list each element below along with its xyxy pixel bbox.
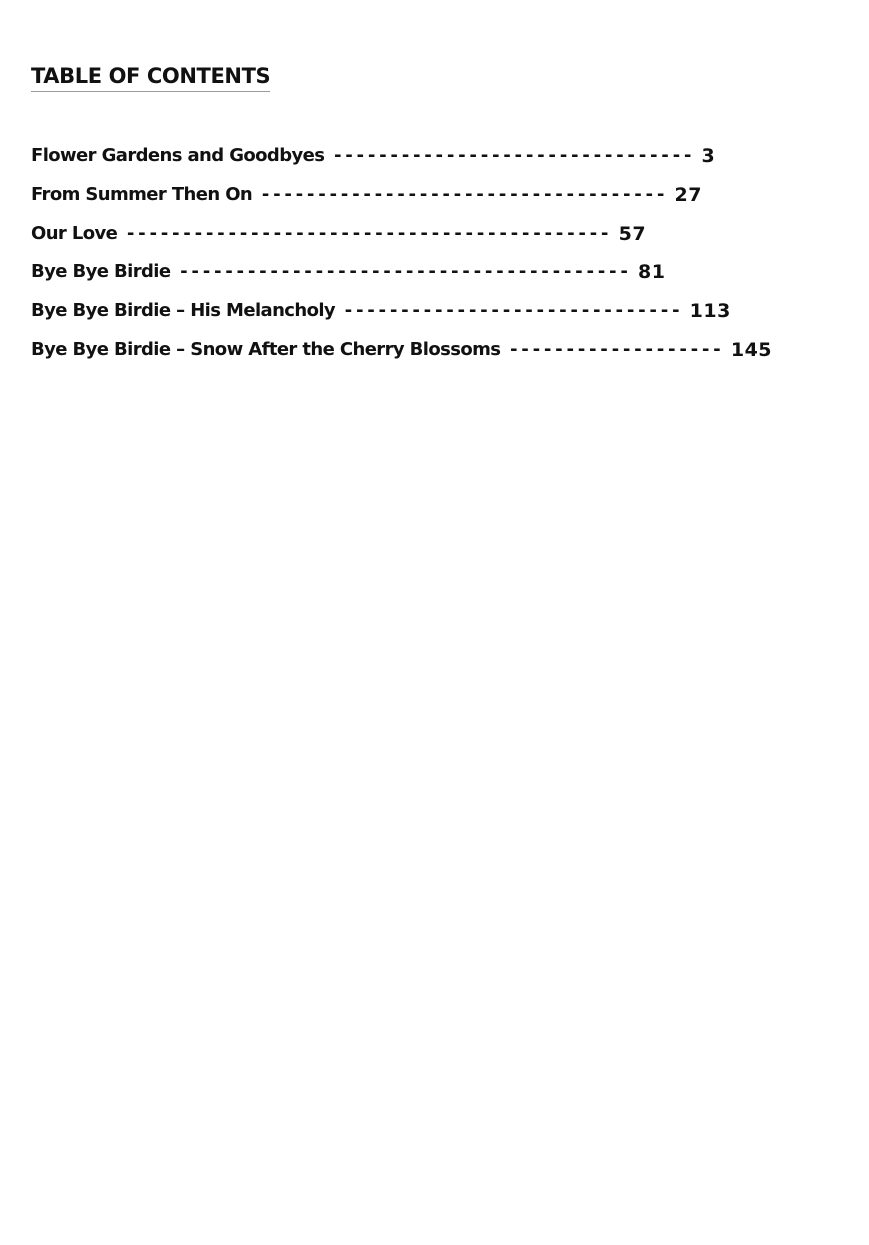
toc-entry xyxy=(31,221,821,260)
toc-entry-leader: ------------------- xyxy=(508,338,723,360)
toc-entry-page-number: 81 xyxy=(637,261,666,284)
toc-entry-leader: -------------------------------- xyxy=(332,145,694,166)
toc-entry-title: Bye Bye Birdie – Snow After the Cherry Blossoms xyxy=(31,338,501,360)
toc-entry xyxy=(31,337,821,376)
toc-entry-page-number: 3 xyxy=(701,145,716,167)
toc-entry-page-number: 57 xyxy=(618,222,647,245)
toc-entry xyxy=(31,298,821,337)
toc-entry-leader: ------------------------------------ xyxy=(260,183,667,205)
toc-entry-title: Bye Bye Birdie – His Melancholy xyxy=(31,300,336,322)
toc-entry-page-number: 145 xyxy=(730,338,773,361)
toc-entry-leader: ------------------------------ xyxy=(343,300,682,322)
toc-entry-page-number: 27 xyxy=(674,183,702,206)
toc-entry-title: From Summer Then On xyxy=(31,183,253,205)
toc-entry-leader: ---------------------------------------- xyxy=(178,261,630,283)
toc-entry-title: Bye Bye Birdie xyxy=(31,261,171,283)
toc-entry-title: Our Love xyxy=(31,222,118,244)
toc-entry xyxy=(31,143,821,182)
toc-entry xyxy=(31,182,821,221)
toc-entry-page-number: 113 xyxy=(689,300,731,323)
toc-entry-leader: ------------------------------------------- xyxy=(125,222,611,244)
toc-list xyxy=(31,143,821,376)
toc-entry-title: Flower Gardens and Goodbyes xyxy=(31,145,325,166)
page-title: TABLE OF CONTENTS xyxy=(31,62,270,92)
toc-entry xyxy=(31,259,821,298)
